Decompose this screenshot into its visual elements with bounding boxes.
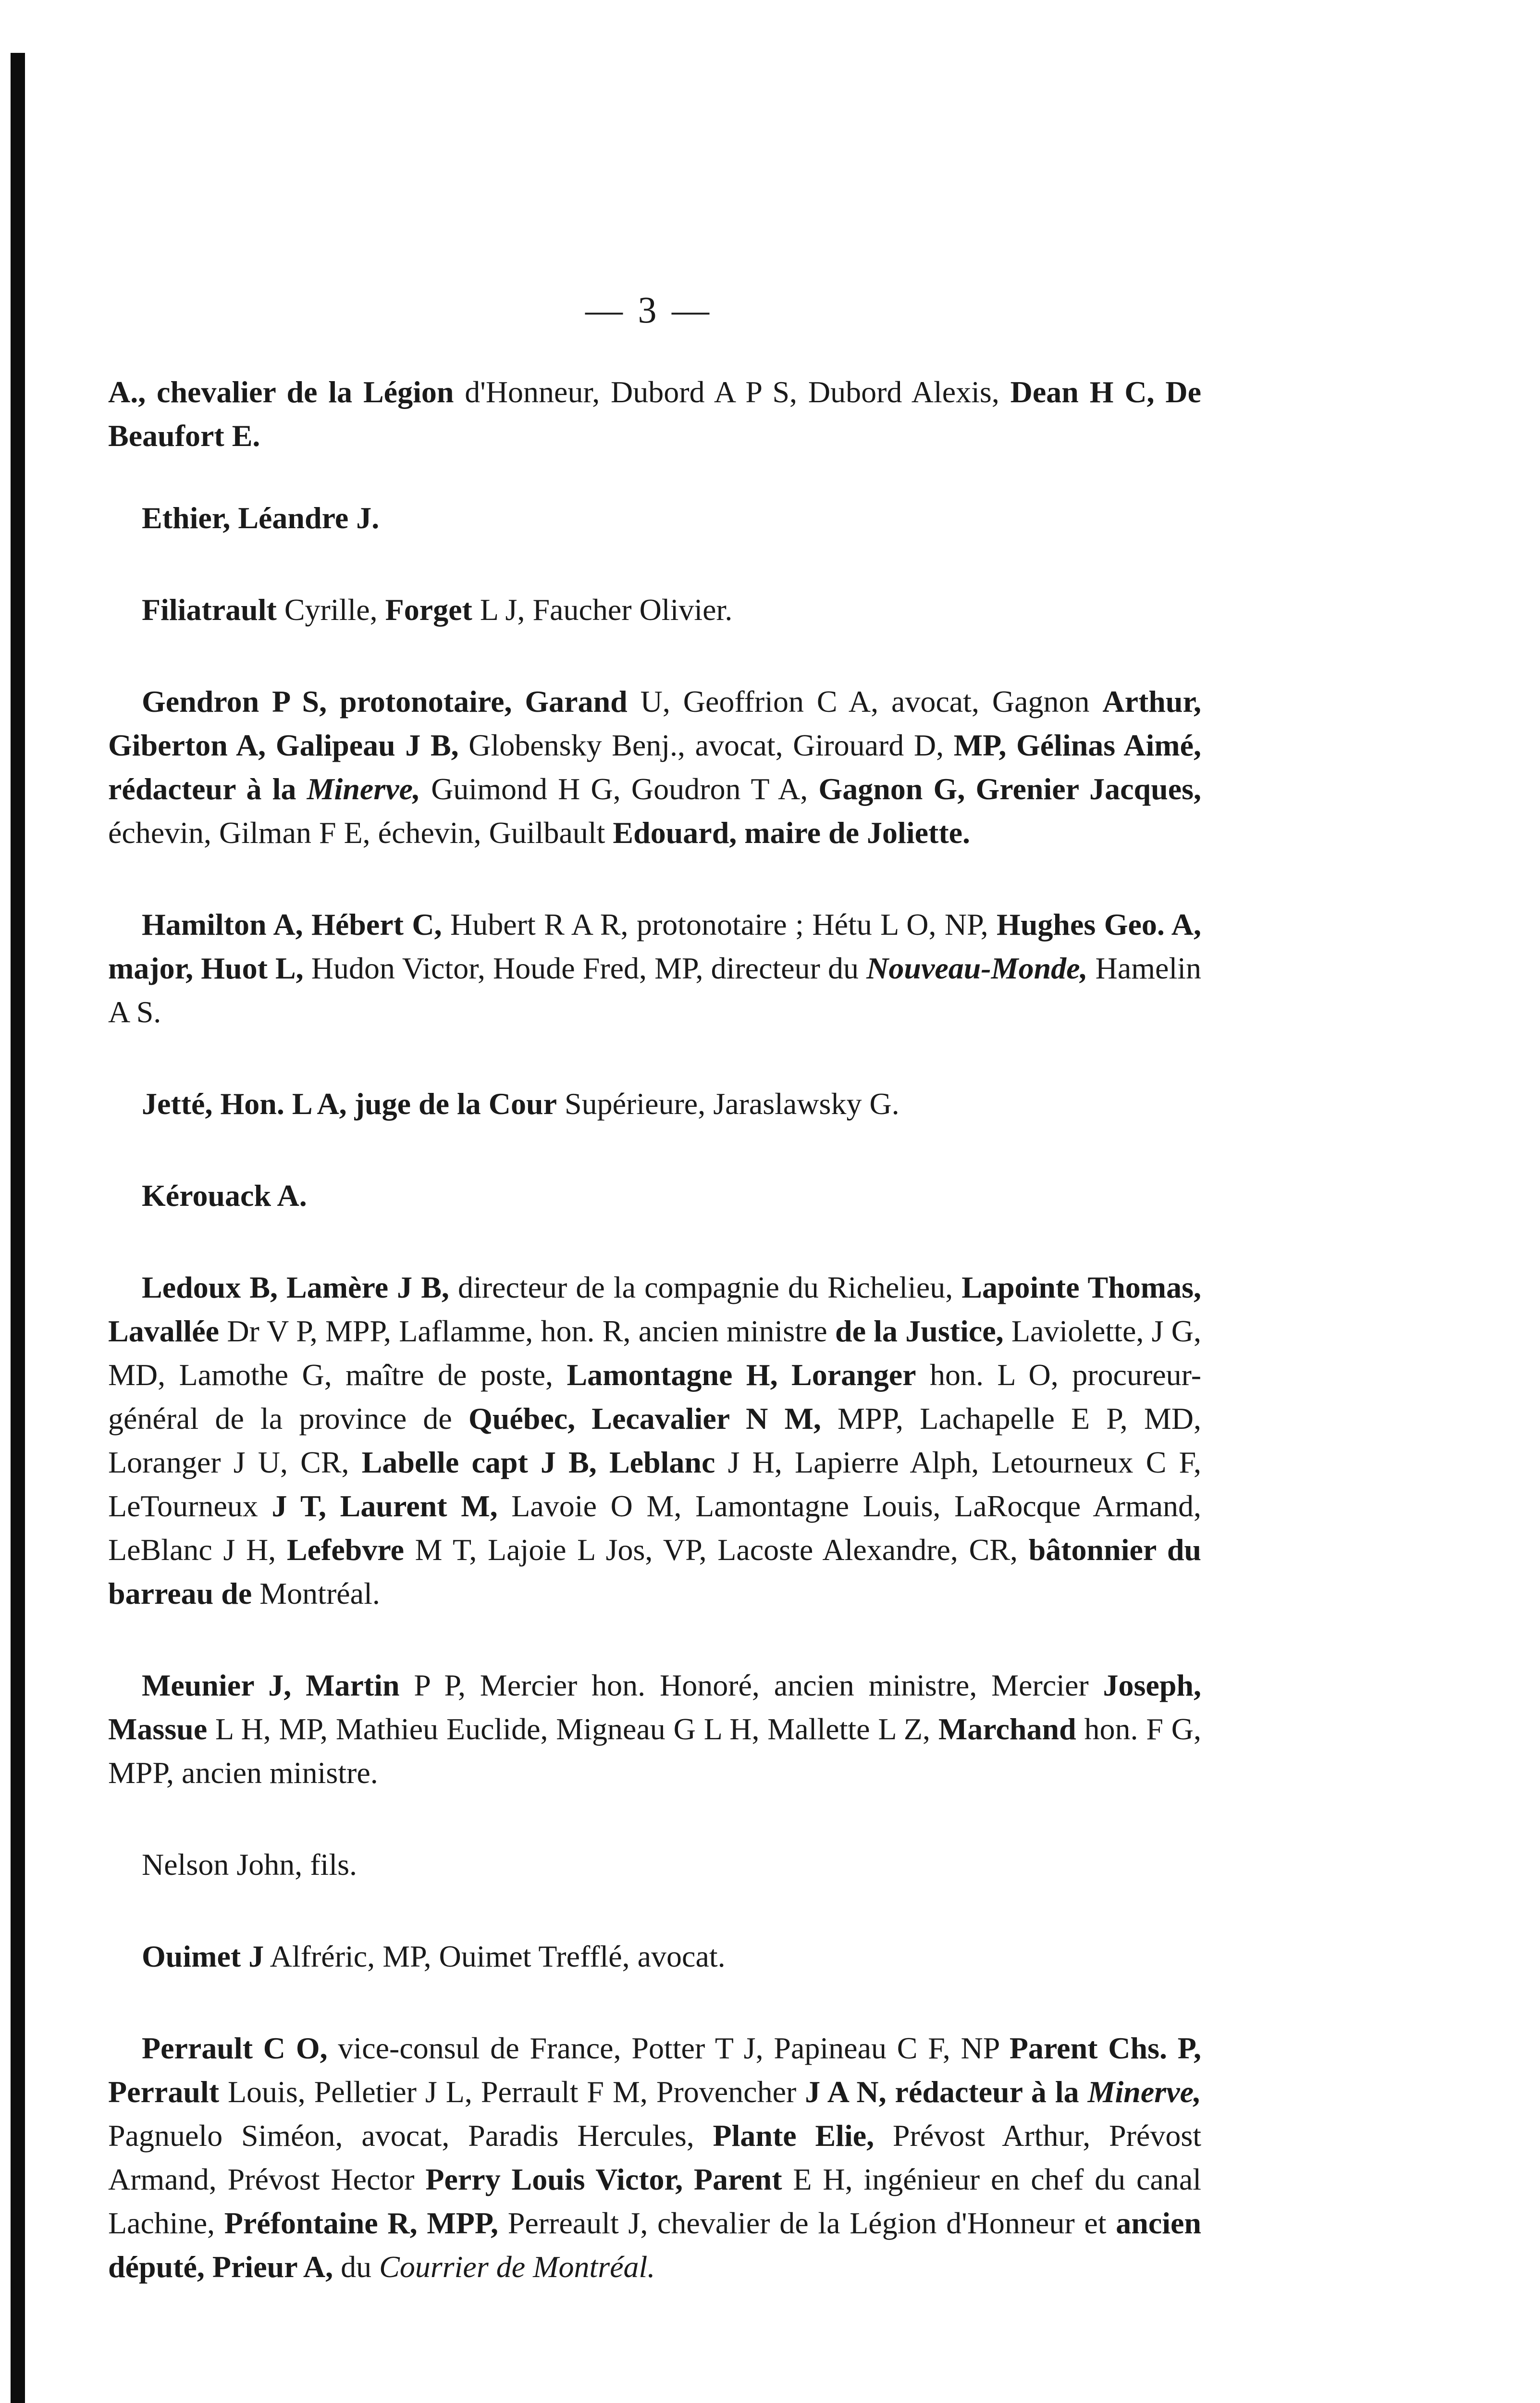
paragraph-n [108, 1843, 1201, 1886]
text-run: vice-consul de France, Potter T J, Papineau C F, NP [327, 2031, 1010, 2065]
text-run: Guimond H G, Goudron T A, [420, 772, 819, 806]
text-run: Globensky Benj., avocat, Girouard D, [458, 728, 954, 762]
text-run: Labelle capt J B, Leblanc [361, 1445, 715, 1479]
paragraph-g [108, 680, 1201, 855]
text-run: Perrault C O, [142, 2031, 328, 2065]
text-run: A., chevalier de la Légion [108, 375, 454, 409]
text-run: Minerve, [307, 772, 421, 806]
text-run: Nouveau-Monde, [866, 951, 1088, 985]
text-run: M T, Lajoie L Jos, VP, Lacoste Alexandre, CR, [404, 1533, 1029, 1567]
text-run: Ledoux B, Lamère J B, [142, 1270, 449, 1304]
text-run: Forget [385, 593, 472, 627]
text-run [307, 772, 420, 806]
text-run: Pagnuelo Siméon, avocat, Paradis Hercules, [108, 2118, 713, 2153]
text-run: E H, ingénieur en chef du canal Lachine, [108, 2162, 1201, 2240]
text-run: Gagnon G, Grenier Jacques, [818, 772, 1202, 806]
paragraph-p [108, 2026, 1201, 2289]
text-run: Laviolette, J G, MD, Lamothe G, maître de poste, [108, 1314, 1202, 1392]
text-run: Lefebvre [286, 1533, 404, 1567]
text-run: J T, Laurent M, [271, 1489, 498, 1523]
paragraph-m [108, 1663, 1201, 1795]
page-binding-edge [11, 53, 25, 2403]
text-run: J A N, rédacteur à la [805, 2075, 1088, 2109]
text-run: Perreault J, chevalier de la Légion d'Honneur et [498, 2206, 1116, 2240]
text-run: Gendron P S, protonotaire, Garand [142, 684, 628, 718]
page-number: — 3 — [585, 289, 712, 331]
text-run: Cyrille, [276, 593, 385, 627]
paragraph-l [108, 1265, 1201, 1615]
text-run: L J, Faucher Olivier. [472, 593, 733, 627]
text-run: Plante Elie, [713, 2118, 875, 2153]
paragraph-j [108, 1082, 1201, 1126]
text-run: Dean H C, De Beaufort E. [108, 375, 1202, 453]
text-run: Alfréric, MP, Ouimet Trefflé, avocat. [264, 1939, 726, 1973]
text-run: Hamilton A, Hébert C, [142, 907, 442, 941]
text-run: d'Honneur, Dubord A P S, Dubord Alexis, [454, 375, 1010, 409]
text-run: Lamontagne H, Loranger [567, 1358, 916, 1392]
text-run: Dr V P, MPP, Laflamme, hon. R, ancien ministre [219, 1314, 835, 1348]
paragraph-h [108, 903, 1201, 1034]
text-run: ancien député, Prieur A, [108, 2206, 1202, 2284]
text-run: Parent Chs. P, Perrault [108, 2031, 1202, 2109]
text-run: Marchand [938, 1712, 1076, 1746]
text-run: Québec, Lecavalier N M, [468, 1401, 821, 1436]
text-run: hon. F G, MPP, ancien ministre. [108, 1712, 1202, 1790]
text-run: Ethier, Léandre J. [142, 501, 380, 535]
text-run: Edouard, maire de Joliette. [613, 816, 971, 850]
text-run: Préfontaine R, MPP, [224, 2206, 499, 2240]
text-run: Jetté, Hon. L A, juge de la Cour [142, 1087, 557, 1121]
text-run: J H, Lapierre Alph, Letourneux C F, LeTourneux [108, 1445, 1202, 1523]
text-run: Hubert R A R, protonotaire ; Hétu L O, NP, [442, 907, 997, 941]
text-run [1088, 2075, 1201, 2109]
text-run: Lavoie O M, Lamontagne Louis, LaRocque Armand, LeBlanc J H, [108, 1489, 1202, 1567]
text-run: Montréal. [252, 1576, 380, 1610]
text-run: Lapointe Thomas, Lavallée [108, 1270, 1202, 1348]
document-body [108, 370, 1201, 2337]
text-run: L H, MP, Mathieu Euclide, Migneau G L H, Mallette L Z, [207, 1712, 938, 1746]
text-run: Nelson John, fils. [142, 1847, 357, 1882]
text-run: de la Justice, [835, 1314, 1004, 1348]
paragraph-k [108, 1174, 1201, 1217]
text-run: du [333, 2250, 380, 2284]
text-run: Louis, Pelletier J L, Perrault F M, Provencher [219, 2075, 805, 2109]
text-run: bâtonnier du barreau de [108, 1533, 1202, 1610]
text-run [866, 951, 1087, 985]
text-run: directeur de la compagnie du Richelieu, [449, 1270, 962, 1304]
text-run: Kérouack A. [142, 1178, 307, 1213]
text-run: hon. L O, procureur-général de la province de [108, 1358, 1202, 1436]
text-run: Joseph, Massue [108, 1668, 1202, 1746]
text-run: Supérieure, Jaraslawsky G. [556, 1087, 899, 1121]
text-run: Perry Louis Victor, Parent [425, 2162, 782, 2196]
paragraph-f [108, 588, 1201, 632]
text-run: Meunier J, Martin [142, 1668, 400, 1702]
text-run: Prévost Arthur, Prévost Armand, Prévost Hector [108, 2118, 1201, 2196]
text-run: U, Geoffrion C A, avocat, Gagnon [627, 684, 1103, 718]
paragraph-o [108, 1934, 1201, 1978]
text-run: Arthur, Giberton A, Galipeau J B, [108, 684, 1202, 762]
text-run: Courrier de Montréal. [379, 2250, 655, 2284]
text-run: Filiatrault [142, 593, 277, 627]
text-run: échevin, Gilman F E, échevin, Guilbault [108, 816, 613, 850]
text-run: Ouimet J [142, 1939, 264, 1973]
text-run: Hudon Victor, Houde Fred, MP, directeur du [303, 951, 867, 985]
paragraph-a [108, 370, 1201, 458]
text-run: Hamelin A S. [108, 951, 1202, 1029]
text-run: Hughes Geo. A, major, Huot L, [108, 907, 1202, 985]
text-run: MPP, Lachapelle E P, MD, Loranger J U, CR, [108, 1401, 1202, 1479]
paragraph-e [108, 496, 1201, 540]
text-run: Minerve, [1087, 2075, 1202, 2109]
text-run: MP, Gélinas Aimé, rédacteur à la [108, 728, 1201, 806]
text-run: P P, Mercier hon. Honoré, ancien ministre, Mercier [399, 1668, 1103, 1702]
